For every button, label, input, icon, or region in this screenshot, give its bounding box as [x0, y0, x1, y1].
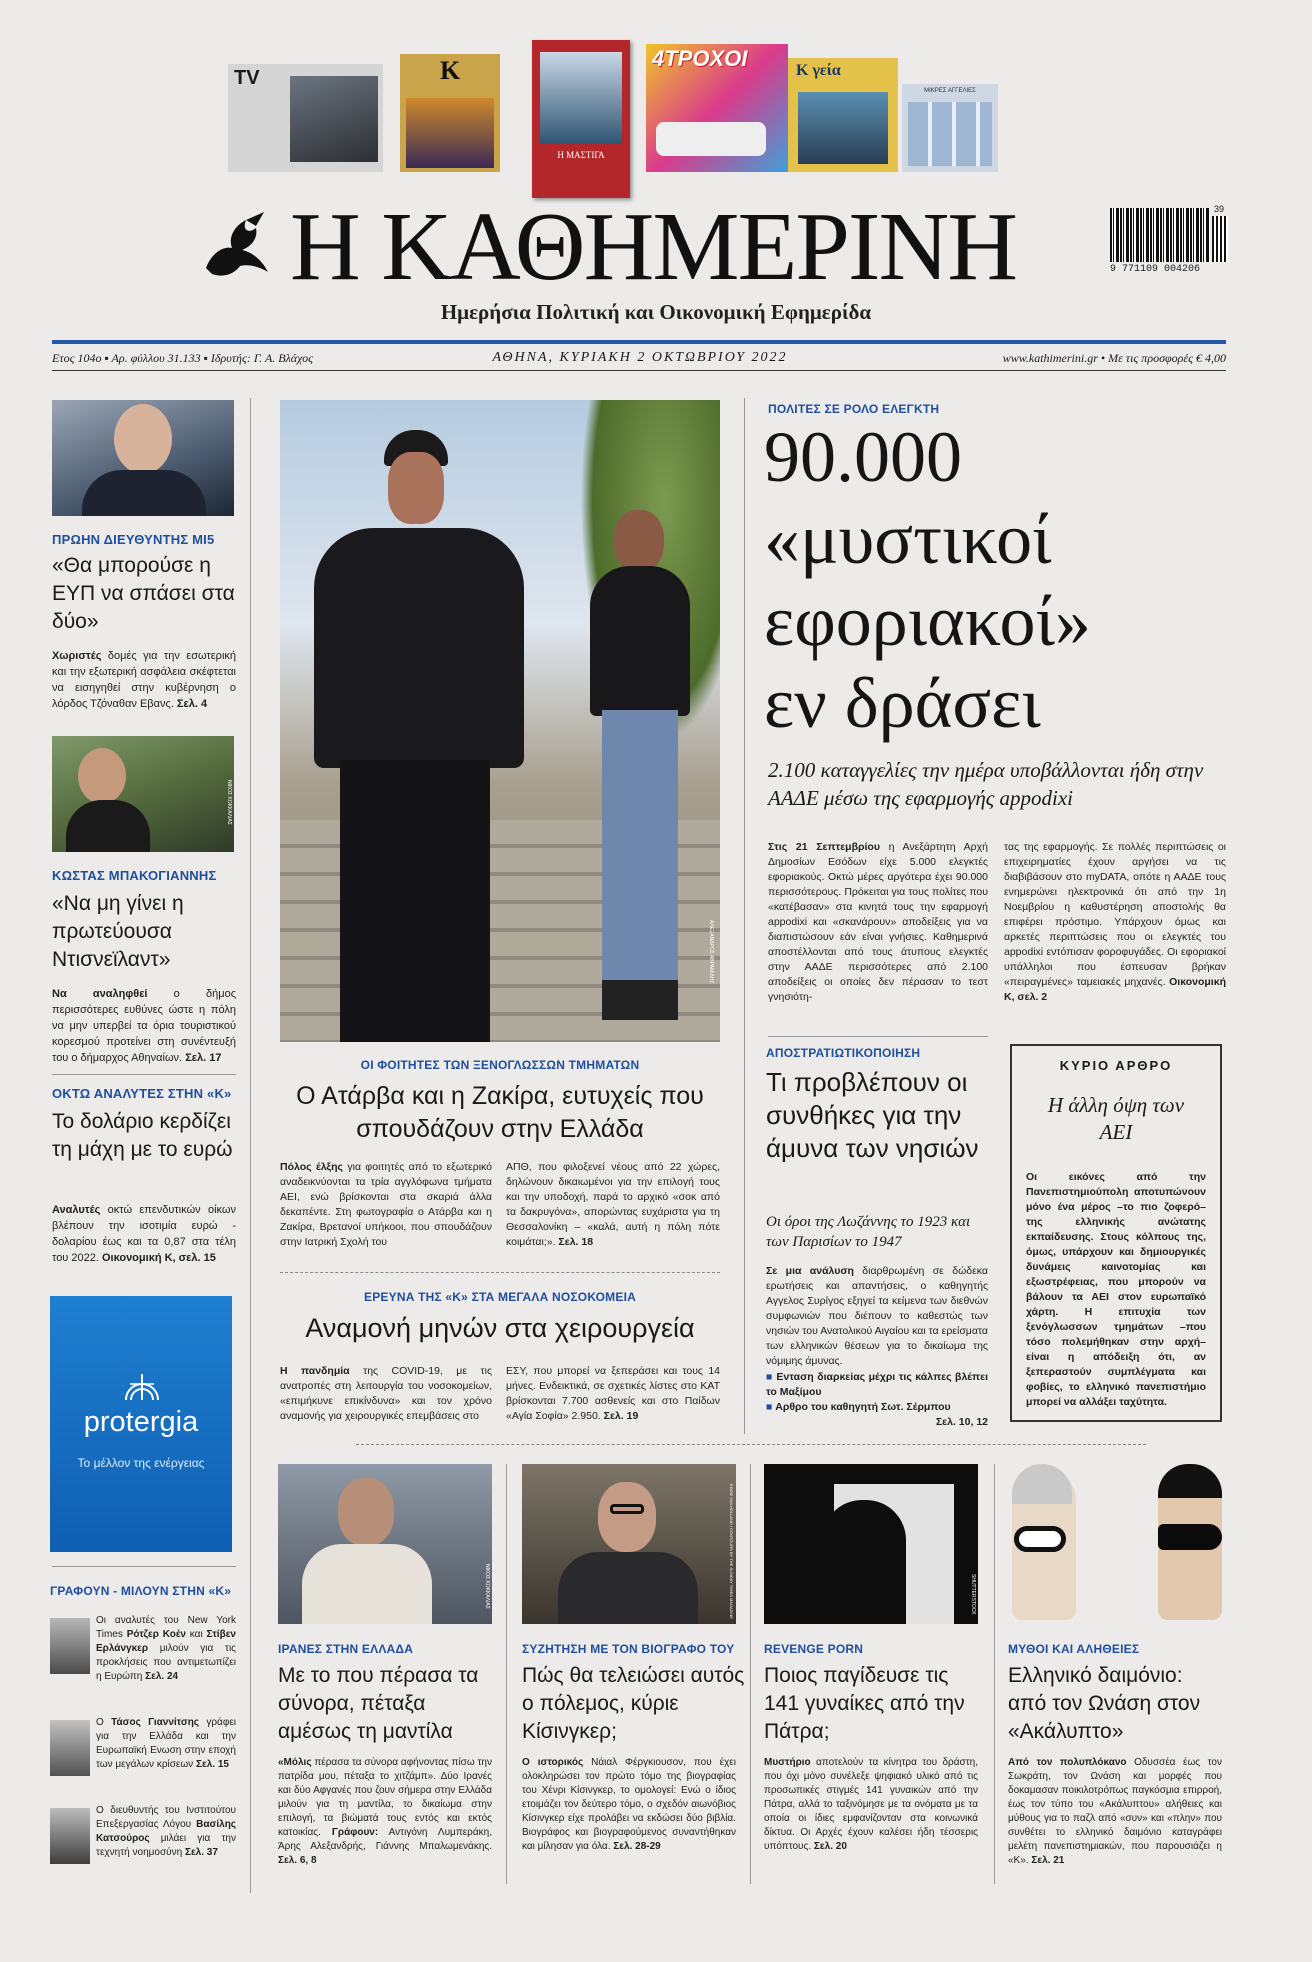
car-icon: [656, 122, 766, 156]
revenge-lead: Μυστήριο: [764, 1757, 811, 1768]
masthead-title: Η ΚΑΘΗΜΕΡΙΝΗ: [290, 193, 1017, 301]
myths-kicker: ΜΥΘΟΙ ΚΑΙ ΑΛΗΘΕΙΕΣ: [1008, 1642, 1140, 1656]
barcode-addon-bars: [1212, 216, 1228, 262]
story3-headline[interactable]: Το δολάριο κερδίζει τη μάχη με το ευρώ: [52, 1110, 233, 1161]
students-text2: ΑΠΘ, που φιλοξενεί νέους από 22 χώρες, δηλώνουν δικαιωμένοι για την επιλογή τους και την υποδοχή, παρά το αρχικό «σοκ από τα δακρυγόνα», απορώντας ευχάριστα για τη Θεσσαλονίκη – «καλά, αυτή η πόλη πότε κοιμάται;».: [506, 1161, 720, 1248]
issue-info: Ετος 104ο ▪ Αρ. φύλλου 31.133 ▪ Ιδρυτής: Γ. Α. Βλάχος: [52, 351, 314, 365]
supplement-kygeia-art: [798, 92, 888, 164]
myths-text: Οδυσσέα έως τον Σωκράτη, τον Ωνάση και μορφές που δοκαμασαν ποικιλοτρόπως παγκόσμια επιρροή, έως τον τύπο του «Ακάλυπτου» αλήθειες και μύθους για το παζλ από «συν» και «πλην» που συνθέτει το ελληνικό δαιμόνιο καταγράφει μελέτη πανεπιστημιακών, που παρουσιάζει η «Κ».: [1008, 1757, 1222, 1866]
supplement-k-cover-art: [406, 98, 494, 168]
lead-text1: η Ανεξάρτητη Αρχή Δημοσίων Εσόδων είχε 5.000 ελεγκτές εφοριακούς. Οκτώ μέρες αργότερα έχει 90.000 περισσότερους. Πρόκειται για τους πολίτες που «κατέβασαν» στα κινητά τους την εφαρμογή appodixi και «σκανάρουν» αποδείξεις για να διαπιστώσουν εάν είναι γνήσιες. Καθημερινά αποστέλλονται από τους άτυπους ελεγκτές στην ΑΑΔΕ περισσότερες από 2.100 αποδείξεις οι οποίες δεν πέρασαν το τεστ γνησιότη-: [768, 841, 989, 1003]
supplement-ads-art: [908, 102, 992, 166]
protergia-brand: protergia: [83, 1406, 199, 1438]
caricature-hair-right: [1158, 1464, 1222, 1498]
protergia-logo-icon: [122, 1370, 162, 1404]
hospital-top-rule: [280, 1272, 720, 1273]
students-photo[interactable]: [280, 400, 720, 1042]
barcode-number: 9 771109 004206: [1110, 264, 1201, 275]
lead-headline-line3: εφοριακοί»: [764, 581, 1091, 661]
hospital-ref[interactable]: Σελ. 19: [603, 1410, 639, 1422]
iran-ref[interactable]: Σελ. 6, 8: [278, 1855, 317, 1866]
portrait-face: [114, 404, 172, 474]
student-female: [580, 510, 700, 1042]
lead-headline-line2: «μυστικοί: [764, 499, 1052, 579]
lead-body-col2: [1004, 840, 1226, 1005]
supplement-tv[interactable]: [228, 64, 383, 172]
portrait-suit: [82, 470, 206, 516]
story3-ref[interactable]: Οικονομική Κ, σελ. 15: [101, 1252, 216, 1264]
opinion-item-3-text: [96, 1804, 236, 1860]
iran-photo[interactable]: [278, 1464, 492, 1624]
supplement-ads[interactable]: [902, 84, 998, 172]
story3-text: οκτώ επενδυτικών οίκων βλέπουν την ισοτιμία ευρώ - δολαρίου έως και τα 0,87 στα τέλη του 2022.: [52, 1204, 236, 1264]
revenge-text: αποτελούν τα κίνητρα του δράστη, που όχι μόνο συνέλεξε ψηφιακό υλικό από τις προσωπικές στιγμές 141 γυναικών από την Πάτρα, αλλά το ταξινόμησε με τα ονόματα με τα οποία οι ίδιες εμφανίζονταν στα κοινωνικά δίκτυα. Οι Αρχές έχουν καλέσει ήδη τέσσερις υπόπτους.: [764, 1757, 978, 1852]
story3-kicker: ΟΚΤΩ ΑΝΑΛΥΤΕΣ ΣΤΗΝ «Κ»: [52, 1086, 232, 1101]
defense-ref[interactable]: Σελ. 10, 12: [935, 1416, 988, 1428]
supplement-book-art: [540, 52, 622, 144]
mi5-photo[interactable]: [52, 400, 234, 516]
students-ref[interactable]: Σελ. 18: [558, 1236, 594, 1248]
editorial-label: ΚΥΡΙΟ ΑΡΘΡΟ: [1059, 1058, 1173, 1073]
students-lead: Πόλος έλξης: [280, 1161, 343, 1173]
defense-bullet-1-text: Ενταση διαρκείας μέχρι τις κάλπες βλέπει το Μαξίμου: [766, 1371, 988, 1398]
story2-kicker: ΚΩΣΤΑΣ ΜΠΑΚΟΓΙΑΝΝΗΣ: [52, 868, 217, 883]
bullet-square-icon: ■: [766, 1371, 777, 1383]
opinion-item-1-b1: Ρότζερ Κοέν: [126, 1629, 186, 1640]
story2-lead: Να αναληφθεί: [52, 988, 148, 1000]
iran-photo-credit: ΝΙΚΟΣ ΚΟΚΚΑΛΙΑΣ: [484, 1564, 490, 1609]
lead-ref[interactable]: Οικονομική Κ, σελ. 2: [1004, 976, 1226, 1003]
editorial-title[interactable]: Η άλλη όψη των ΑΕΙ: [1047, 1093, 1185, 1144]
supplement-book-label: Η ΜΑΣΤΙΓΑ: [557, 150, 605, 160]
opinion-item-2-ref: Σελ. 15: [195, 1759, 229, 1770]
left-divider-1: [52, 1074, 236, 1075]
opinion-item-1-t3: μιλούν για τις προκλήσεις που αντιμετωπίζει η Ευρώπη: [96, 1643, 236, 1682]
story2-body: [52, 986, 236, 1066]
revenge-body: [764, 1756, 978, 1854]
opinion-item-2-t2: γράφει για την Ελλάδα και την Ευρωπαϊκή Ενωση στην εποχή των μεγάλων κρίσεων: [96, 1717, 237, 1770]
students-body-col1: [280, 1160, 492, 1250]
defense-body: [766, 1264, 988, 1369]
lead-subhead: 2.100 καταγγελίες την ημέρα υποβάλλονται ήδη στην ΑΑΔΕ μέσω της εφαρμογής appodixi: [768, 758, 1204, 810]
caricature-illustration[interactable]: [1008, 1464, 1222, 1624]
defense-headline[interactable]: Τι προβλέπουν οι συνθήκες για την άμυνα των νησιών: [766, 1067, 979, 1163]
iran-text: πέρασα τα σύνορα αφήνοντας πίσω την πατρίδα μου, πέταξα το χιτζάμπ». Δύο Ιρανές και δύο Αφγανές που ζουν σήμερα στην Ελλάδα μιλούν για τη μαντίλα, το δικαίωμα στην επιλογή, τα βιώματά τους εντός και εκτός κατοικίας.: [278, 1757, 492, 1838]
opinion-item-2-text: [96, 1716, 236, 1772]
left-divider-2: [52, 1566, 236, 1567]
kissinger-text: Νάιαλ Φέργκιουσον, που έχει ολοκληρώσει τον πρώτο τόμο της βιογραφίας του Χένρι Κίσινγκερ, το ομολογεί: Ενώ ο ίδιος ετοιμάζει τον δεύτερο τόμο, ο σχεδόν αιωνόβιος Κίσινγκερ είχε προλάβει να εκδώσει δύο βιβλία. Βιογράφος και βιογραφούμενος συναντήθηκαν και μίλησαν για όλα.: [522, 1757, 736, 1852]
bottom-divider-2: [750, 1464, 751, 1884]
supplement-4trochoi-label: 4ΤΡΟΧΟΙ: [652, 46, 748, 71]
lead-headline-line4: εν δράσει: [764, 663, 1041, 743]
kissinger-ref[interactable]: Σελ. 28-29: [613, 1841, 661, 1852]
bakoyannis-photo[interactable]: [52, 736, 234, 852]
bottom-top-rule: [356, 1444, 1146, 1445]
caricature-hair-left: [1012, 1464, 1072, 1504]
revenge-kicker: REVENGE PORN: [764, 1642, 864, 1656]
revenge-photo-credit: SHUTTERSTOCK: [970, 1574, 976, 1615]
story1-body: [52, 648, 236, 712]
lead-text2: τας της εφαρμογής. Σε πολλές περιπτώσεις οι επιχειρηματίες έχουν αργήσει να τις διαβιβάσουν στο myDATA, οπότε η ΑΑΔΕ τους ενημερώνει ηλεκτρονικά ότι από την 1η Νοεμβρίου η καθυστέρηση αποστολής θα επιφέρει πρόστιμο. Υπάρχουν όμως και αρκετές περιπτώσεις που οι ελεγκτές του appodixi εντόπισαν φοροφυγάδες. Οι εφοριακοί υπάλληλοι που έσπευσαν βρήκαν «πειραγμένες» ταμειακές μηχανές.: [1004, 841, 1226, 988]
opinion-item-2[interactable]: [50, 1716, 240, 1786]
student-male: [280, 430, 530, 1042]
hospital-body-col2: [506, 1364, 720, 1424]
story2-text: ο δήμος περισσότερες ευθύνες ώστε η πόλη να μην υπερβεί τα όρια τουριστικού κορεσμού προτείνει στη συνέντευξή του ο δήμαρχος Αθηναίων.: [52, 988, 236, 1064]
story2-ref[interactable]: Σελ. 17: [185, 1052, 222, 1064]
masthead-rule: [52, 340, 1226, 344]
supplement-tv-label: TV: [234, 67, 260, 89]
revenge-photo[interactable]: [764, 1464, 978, 1624]
info-bottom-rule: [52, 370, 1226, 371]
revenge-ref[interactable]: Σελ. 20: [813, 1841, 847, 1852]
defense-top-rule: [768, 1036, 988, 1037]
portrait-shirt: [66, 800, 150, 852]
masthead-subtitle: Ημερήσια Πολιτική και Οικονομική Εφημερίδα: [440, 300, 872, 324]
glasses-icon: [610, 1504, 644, 1514]
defense-bullets: [766, 1370, 988, 1430]
defense-bullet-2[interactable]: [766, 1400, 988, 1415]
students-text1: για φοιτητές από το εξωτερικό αναδεικνύονται τα τρία αγγλόφωνα τμήματα ΑΕΙ, ενώ βρίσκονται στα σκαριά άλλα δεκαπέντε. Στη φωτογραφία ο Ατάρβα και η Ζακίρα, Βρετανοί υπήκοοι, που σπουδάζουν στην Ιατρική Σχολή του: [280, 1161, 492, 1248]
portrait-top: [302, 1544, 432, 1624]
giannitsis-avatar: [50, 1720, 90, 1776]
defense-kicker: ΑΠΟΣΤΡΑΤΙΩΤΙΚΟΠΟΙΗΣΗ: [766, 1046, 921, 1060]
defense-text: διαρθρωμένη σε δώδεκα ερωτήσεις και απαντήσεις, ο καθηγητής Αγγελος Συρίγος εξηγεί τα κείμενα των διεθνών συμφωνιών που διέπουν το καθεστώς των νησιών του Ανατολικού Αιγαίου και τα ερείσματα των ελληνικών θέσεων για το δικαίωμα της νόμιμης άμυνας.: [766, 1265, 988, 1367]
hospital-kicker: ΕΡΕΥΝΑ ΤΗΣ «Κ» ΣΤΑ ΜΕΓΑΛΑ ΝΟΣΟΚΟΜΕΙΑ: [364, 1290, 636, 1304]
students-photo-credit: ΑΛΕΞΑΝΔΡΟΣ ΑΒΡΑΜΙΔΗΣ: [708, 920, 714, 984]
opinion-item-3[interactable]: [50, 1804, 240, 1874]
griffin-logo-icon: [198, 208, 274, 280]
bottom-divider-1: [506, 1464, 507, 1884]
defense-subhead: Οι όροι της Λωζάννης το 1923 και των Παρισίων το 1947: [766, 1214, 971, 1250]
opinion-item-1[interactable]: [50, 1614, 240, 1684]
opinion-item-3-t1: Ο διευθυντής του Ινστιτούτου Επεξεργασίας Λόγου: [96, 1805, 236, 1830]
myths-headline[interactable]: Ελληνικό δαιμόνιο: από τον Ωνάση στον «Ακάλυπτο»: [1008, 1664, 1201, 1743]
bakoyannis-photo-credit: ΝΙΚΟΣ ΚΟΚΚΑΛΙΑΣ: [226, 780, 232, 825]
lead-body-col1: [768, 840, 988, 1005]
story1-text: δομές για την εσωτερική και την εξωτερική ασφάλεια σκέφτεται να εισηγηθεί στην κυβέρνηση ο λόρδος Τζόναθαν Εβανς.: [52, 650, 236, 710]
koen-avatar: [50, 1618, 90, 1674]
lead-kicker: ΠΟΛΙΤΕΣ ΣΕ ΡΟΛΟ ΕΛΕΓΚΤΗ: [768, 402, 940, 416]
myths-lead: Από τον πολυπλόκανο: [1008, 1757, 1127, 1768]
iran-headline[interactable]: Με το που πέρασα τα σύνορα, πέταξα αμέσως τη μαντίλα: [278, 1664, 479, 1743]
protergia-ad[interactable]: [50, 1296, 232, 1552]
kissinger-photo-credit: EDDIE MULHOLLAND / CONTOURS BY THE SUNDAY TIMES MAGAZINE: [729, 1484, 734, 1619]
sunglasses-icon: [1158, 1524, 1222, 1550]
defense-lead: Σε μια ανάλυση: [766, 1265, 854, 1277]
myths-ref[interactable]: Σελ. 21: [1031, 1855, 1065, 1866]
story1-kicker: ΠΡΩΗΝ ΔΙΕΥΘΥΝΤΗΣ ΜΙ5: [52, 532, 215, 547]
opinion-item-2-b1: Τάσος Γιαννίτσης: [111, 1717, 200, 1728]
price-info: www.kathimerini.gr • Με τις προσφορές € 4,00: [1002, 351, 1226, 365]
story1-headline[interactable]: «Θα μπορούσε η ΕΥΠ να σπάσει στα δύο»: [52, 554, 235, 633]
supplement-ads-label: ΜΙΚΡΕΣ ΑΓΓΕΛΙΕΣ: [924, 88, 976, 94]
opinion-item-3-ref: Σελ. 37: [184, 1847, 218, 1858]
students-kicker: ΟΙ ΦΟΙΤΗΤΕΣ ΤΩΝ ΞΕΝΟΓΛΩΣΣΩΝ ΤΜΗΜΑΤΩΝ: [360, 1058, 640, 1072]
hospital-headline[interactable]: Αναμονή μηνών στα χειρουργεία: [305, 1313, 695, 1343]
glasses-icon: [1014, 1526, 1066, 1552]
lead-lead: Στις 21 Σεπτεμβρίου: [768, 841, 880, 853]
opinion-kicker: ΓΡΑΦΟΥΝ - ΜΙΛΟΥΝ ΣΤΗΝ «Κ»: [50, 1584, 232, 1598]
hospital-text2: ΕΣΥ, που μπορεί να ξεπεράσει και τους 14 μήνες. Ενδεικτικά, σε σχετικές λίστες στο ΚΑΤ βρίσκονται 7.700 ασθενείς και στο Παίδων «Αγία Σοφία» 2.950.: [506, 1365, 720, 1422]
supplement-k[interactable]: [400, 54, 500, 172]
barcode: [1110, 204, 1228, 282]
kissinger-kicker: ΣΥΖΗΤΗΣΗ ΜΕ ΤΟΝ ΒΙΟΓΡΑΦΟ ΤΟΥ: [522, 1642, 735, 1656]
students-body-col2: [506, 1160, 720, 1250]
opinion-item-3-t2: μιλάει για την τεχνητή νοημοσύνη: [96, 1833, 236, 1858]
story1-ref[interactable]: Σελ. 4: [176, 698, 208, 710]
bottom-divider-3: [994, 1464, 995, 1884]
defense-bullet-2-text: Αρθρο του καθηγητή Σωτ. Σέρμπου: [775, 1401, 951, 1413]
opinion-item-1-b2: Στίβεν Ερλάνγκερ: [96, 1629, 236, 1654]
center-column-divider: [744, 398, 745, 1434]
iran-extra-text: Αντιγόνη Λυμπεράκη, Άρης Αλεξανδρής, Γιάννης Μπαλωμενάκης.: [278, 1827, 492, 1852]
story1-lead: Χωριστές: [52, 650, 102, 662]
supplement-kygeia[interactable]: [788, 58, 898, 172]
iran-extra: Γράφουν:: [331, 1827, 379, 1838]
students-headline[interactable]: Ο Ατάρβα και η Ζακίρα, ευτυχείς που σπουδάζουν στην Ελλάδα: [296, 1082, 704, 1143]
katsouros-avatar: [50, 1808, 90, 1864]
editorial-box: [1010, 1044, 1222, 1422]
barcode-bars: [1110, 208, 1210, 262]
lead-headline[interactable]: [764, 416, 1234, 744]
iran-kicker: ΙΡΑΝΕΣ ΣΤΗΝ ΕΛΛΑΔΑ: [278, 1642, 414, 1656]
iran-body: [278, 1756, 492, 1868]
hospital-text1: της COVID-19, με τις ανατροπές στη λειτουργία του νοσοκομείων, «επιμήκυνε επικίνδυνα» και τον χρόνο αναμονής για χειρουργικές επεμβάσεις στο: [280, 1365, 493, 1422]
supplement-tv-photo: [290, 76, 378, 162]
supplement-4trochoi[interactable]: [646, 44, 788, 172]
supplement-book[interactable]: [532, 40, 630, 198]
bullet-square-icon: ■: [766, 1401, 776, 1413]
portrait-face: [338, 1478, 394, 1546]
revenge-headline[interactable]: Ποιος παγίδευσε τις 141 γυναίκες από την Πάτρα;: [764, 1664, 965, 1743]
story3-lead: Αναλυτές: [52, 1204, 101, 1216]
kissinger-photo[interactable]: [522, 1464, 736, 1624]
kissinger-lead: Ο ιστορικός: [522, 1757, 584, 1768]
supplement-kygeia-label: Κ γεία: [796, 62, 841, 79]
opinion-item-1-text: [96, 1614, 236, 1684]
barcode-issue: 39: [1214, 204, 1225, 214]
iran-lead: «Μόλις: [278, 1757, 312, 1768]
opinion-item-1-t2: και: [185, 1629, 207, 1640]
opinion-item-2-t1: Ο: [96, 1717, 112, 1728]
portrait-suit: [558, 1552, 698, 1624]
opinion-item-3-b1: Βασίλης Κατσούρος: [96, 1819, 236, 1844]
supplement-strip: [228, 40, 998, 205]
portrait-face: [78, 748, 126, 804]
lead-headline-line1: 90.000: [764, 417, 962, 497]
defense-bullet-1[interactable]: [766, 1370, 988, 1400]
editorial-body: Οι εικόνες από την Πανεπιστημιούπολη αποτυπώνουν μόνο ένα μέρος –το πιο ζοφερό– της ελληνικής ανώτατης εκπαίδευσης. Στους κόλπους της, όμως, υπάρχουν και δημιουργικές δυνάμεις καινοτομίας και εξωστρέφειας, που μπορούν να βάλουν τα ΑΕΙ στον ευρωπαϊκό χάρτη. Η επιτυχία των ξενόγλωσσων τμημάτων –που τόσο πολεμήθηκαν στην αρχή– είναι η απόδειξη ότι, αν ξεπεραστούν συμπλέγματα και φοβίες, το ελληνικό πανεπιστήμιο μπορεί να αλλάξει ταχύτητα.: [1026, 1171, 1206, 1408]
protergia-slogan: Το μέλλον της ενέργειας: [77, 1456, 205, 1470]
hospital-body-col1: [280, 1364, 492, 1424]
opinion-item-1-ref: Σελ. 24: [145, 1671, 179, 1682]
hospital-lead: Η πανδημία: [280, 1365, 350, 1377]
kissinger-body: [522, 1756, 736, 1854]
silhouette: [822, 1500, 906, 1624]
kissinger-headline[interactable]: Πώς θα τελειώσει αυτός ο πόλεμος, κύριε Κίσινγκερ;: [522, 1664, 745, 1743]
supplement-k-label: K: [440, 56, 461, 85]
date-line: ΑΘΗΝΑ, ΚΥΡΙΑΚΗ 2 ΟΚΤΩΒΡΙΟΥ 2022: [492, 350, 788, 365]
story2-headline[interactable]: «Να μη γίνει η πρωτεύουσα Ντισνεϊλαντ»: [52, 892, 184, 971]
opinion-item-1-t1: Οι αναλυτές του New York Times: [96, 1615, 236, 1640]
story3-body: [52, 1202, 236, 1266]
left-column-divider: [250, 398, 251, 1893]
myths-body: [1008, 1756, 1222, 1868]
portrait-face: [598, 1482, 656, 1552]
